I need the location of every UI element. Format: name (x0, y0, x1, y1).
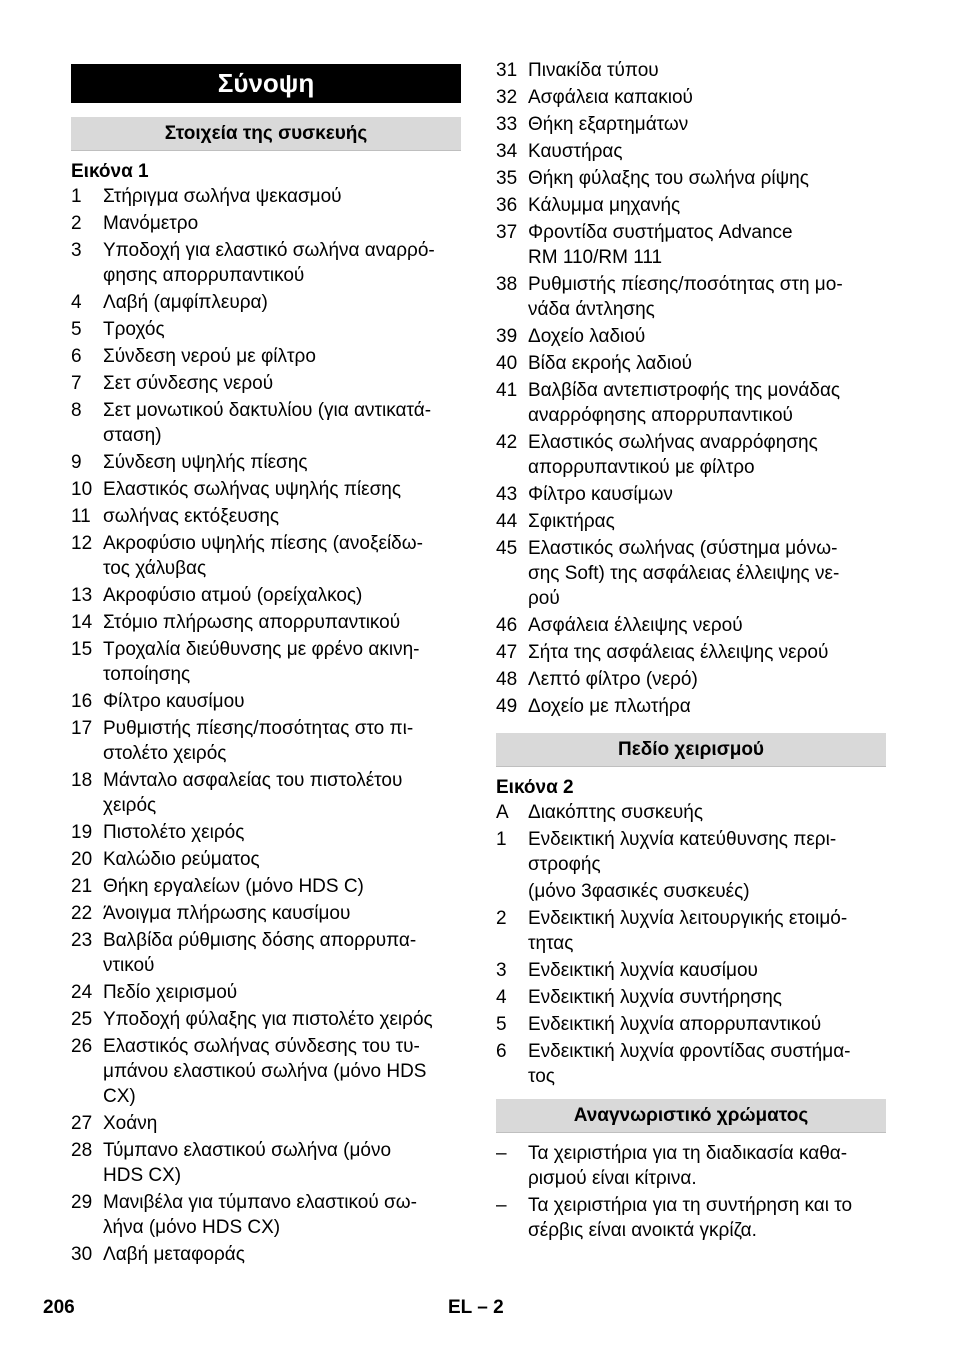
list-item-number: 34 (496, 141, 518, 162)
device-list-item (496, 139, 888, 164)
list-item-text: Τα χειριστήρια για τη διαδικασία καθα- ρισμού είναι κίτρινα. (528, 1143, 848, 1189)
list-item-number (496, 879, 528, 904)
list-item-text: Ενδεικτική λυχνία φροντίδας συστήμα- τος (528, 1041, 851, 1087)
device-list-item (71, 768, 463, 818)
footer-language (448, 1297, 504, 1319)
list-item-text: Τροχαλία διεύθυνσης με φρένο ακινη- τοποίησης (103, 639, 420, 685)
list-item-text: Διακόπτης συσκευής (528, 802, 704, 823)
list-item-number: 11 (71, 506, 91, 527)
list-item-text: Ρυθμιστής πίεσης/ποσότητας στο πι- στολέτο χειρός (103, 718, 414, 764)
list-item-number: 10 (71, 479, 93, 500)
control-list (496, 800, 888, 1091)
list-item-text: Ενδεικτική λυχνία απορρυπαντικού (528, 1014, 822, 1035)
list-item-text: Μανιβέλα για τύμπανο ελαστικού σω- λήνα (μόνο HDS CX) (103, 1192, 417, 1238)
list-item-number: – (496, 1195, 507, 1216)
section-heading-control-text: Πεδίο χειρισμού (618, 738, 764, 760)
list-item-text: Σετ μονωτικού δακτυλίου (για αντικατά- σταση) (103, 400, 432, 446)
list-item-number: 3 (71, 240, 82, 261)
list-item-text: Φίλτρο καυσίμων (528, 484, 673, 505)
list-item-number: 42 (496, 432, 518, 453)
list-item-number: 1 (496, 829, 507, 850)
list-item-number: 21 (71, 876, 93, 897)
list-item-text: Φροντίδα συστήματος Advance RM 110/RM 111 (528, 222, 793, 268)
device-list-item (496, 193, 888, 218)
list-item-text: Ελαστικός σωλήνας (σύστημα μόνω- σης Soft) της ασφάλειας έλλειψης νε- ρού (528, 538, 840, 609)
device-list-item (496, 112, 888, 137)
device-list-item (71, 504, 463, 529)
list-item-text: Ελαστικός σωλήνας σύνδεσης του τυ- μπάνου ελαστικού σωλήνα (μόνο HDS CX) (103, 1036, 427, 1107)
list-item-text: Βίδα εκροής λαδιού (528, 353, 693, 374)
device-list-item (71, 371, 463, 396)
list-item-text: Ελαστικός σωλήνας υψηλής πίεσης (103, 479, 402, 500)
device-list-item (496, 220, 888, 270)
list-item-number: 6 (71, 346, 82, 367)
color-list-item (496, 1141, 888, 1191)
list-item-number: 14 (71, 612, 93, 633)
device-list-item (71, 290, 463, 315)
list-item-number: 45 (496, 538, 518, 559)
device-list-item (71, 1034, 463, 1109)
list-item-text: Θήκη εξαρτημάτων (528, 114, 689, 135)
list-item-number: 13 (71, 585, 93, 606)
list-item-text: Υποδοχή για ελαστικό σωλήνα αναρρό- φησης απορρυπαντικού (103, 240, 435, 286)
list-item-number: 4 (71, 292, 82, 313)
device-list-item (496, 378, 888, 428)
color-list (496, 1141, 888, 1245)
list-item-number: 43 (496, 484, 518, 505)
list-item-number: 2 (71, 213, 82, 234)
control-list-item (496, 879, 888, 904)
list-item-text: σωλήνας εκτόξευσης (103, 506, 280, 527)
list-item-number: 47 (496, 642, 518, 663)
device-list-item (71, 1007, 463, 1032)
device-list-item (496, 640, 888, 665)
device-list-item (71, 344, 463, 369)
device-list-item (71, 398, 463, 448)
device-list-item (71, 477, 463, 502)
list-item-text: Ενδεικτική λυχνία κατεύθυνσης περι- στροφής (528, 829, 837, 875)
list-item-text: Καλώδιο ρεύματος (103, 849, 260, 870)
footer-sep: – (477, 1297, 488, 1318)
list-item-text: Σήτα της ασφάλειας έλλειψης νερού (528, 642, 829, 663)
list-item-number: 18 (71, 770, 93, 791)
list-item-text: (μόνο 3φασικές συσκευές) (528, 881, 750, 902)
section-heading-control (496, 733, 886, 767)
device-list-item (496, 85, 888, 110)
device-list-item (496, 613, 888, 638)
list-item-text: Λεπτό φίλτρο (νερό) (528, 669, 698, 690)
device-list-item (71, 1242, 463, 1267)
list-item-text: Στήριγμα σωλήνα ψεκασμού (103, 186, 342, 207)
list-item-number: 9 (71, 452, 82, 473)
list-item-number: 3 (496, 960, 507, 981)
list-item-number: 6 (496, 1041, 507, 1062)
device-list-item (71, 184, 463, 209)
device-list-item (71, 847, 463, 872)
list-item-number: 44 (496, 511, 518, 532)
list-item-number: 17 (71, 718, 93, 739)
list-item-text: Ακροφύσιο υψηλής πίεσης (ανοξείδω- τος χάλυβας (103, 533, 423, 579)
device-list-item (496, 351, 888, 376)
list-item-number: 12 (71, 533, 93, 554)
device-list-item (71, 1190, 463, 1240)
list-item-number: 5 (496, 1014, 507, 1035)
device-list-item (71, 980, 463, 1005)
list-item-number: 31 (496, 60, 518, 81)
control-list-item (496, 1039, 888, 1089)
list-item-text: Στόμιο πλήρωσης απορρυπαντικού (103, 612, 401, 633)
list-item-number: 5 (71, 319, 82, 340)
list-item-number: 30 (71, 1244, 93, 1265)
device-list-item (496, 272, 888, 322)
list-item-number: 27 (71, 1113, 93, 1134)
list-item-text: Δοχείο λαδιού (528, 326, 646, 347)
list-item-text: Υποδοχή φύλαξης για πιστολέτο χειρός (103, 1009, 433, 1030)
device-list-item (71, 689, 463, 714)
list-item-number: – (496, 1143, 507, 1164)
device-list-left (71, 184, 463, 1269)
list-item-number: 20 (71, 849, 93, 870)
section-heading-color-text: Αναγνωριστικό χρώματος (573, 1104, 809, 1126)
list-item-number: 15 (71, 639, 93, 660)
control-list-item (496, 800, 888, 825)
device-list-item (71, 901, 463, 926)
list-item-text: Άνοιγμα πλήρωσης καυσίμου (103, 903, 351, 924)
list-item-text: Ενδεικτική λυχνία καυσίμου (528, 960, 758, 981)
device-list-item (71, 1138, 463, 1188)
list-item-text: Σετ σύνδεσης νερού (103, 373, 274, 394)
device-list-item (71, 238, 463, 288)
device-list-item (496, 536, 888, 611)
list-item-number: 8 (71, 400, 82, 421)
device-list-item (496, 509, 888, 534)
section-heading-device-text: Στοιχεία της συσκευής (164, 122, 368, 144)
list-item-text: Λαβή μεταφοράς (103, 1244, 245, 1265)
list-item-number: 24 (71, 982, 93, 1003)
list-item-number: A (496, 802, 509, 823)
device-list-item (496, 694, 888, 719)
list-item-text: Καυστήρας (528, 141, 623, 162)
list-item-number: 2 (496, 908, 507, 929)
list-item-text: Σφικτήρας (528, 511, 615, 532)
list-item-number: 48 (496, 669, 518, 690)
device-list-item (71, 1111, 463, 1136)
list-item-text: Ασφάλεια έλλειψης νερού (528, 615, 743, 636)
list-item-text: Τροχός (103, 319, 165, 340)
list-item-number: 19 (71, 822, 93, 843)
list-item-number: 7 (71, 373, 82, 394)
figure-label-2: Εικόνα 2 (496, 777, 574, 798)
page-title: Σύνοψη (217, 68, 315, 98)
list-item-text: Τύμπανο ελαστικού σωλήνα (μόνο HDS CX) (103, 1140, 392, 1186)
control-list-item (496, 1012, 888, 1037)
list-item-text: Θήκη εργαλείων (μόνο HDS C) (103, 876, 364, 897)
list-item-text: Ενδεικτική λυχνία λειτουργικής ετοιμό- τητας (528, 908, 848, 954)
list-item-text: Μανόμετρο (103, 213, 199, 234)
list-item-text: Πιστολέτο χειρός (103, 822, 245, 843)
device-list-item (71, 874, 463, 899)
list-item-text: Ελαστικός σωλήνας αναρρόφησης απορρυπαντικού με φίλτρο (528, 432, 818, 478)
list-item-number: 16 (71, 691, 93, 712)
list-item-text: Ασφάλεια καπακιού (528, 87, 693, 108)
footer-subpage: 2 (493, 1297, 504, 1318)
list-item-number: 40 (496, 353, 518, 374)
list-item-text: Μάνταλο ασφαλείας του πιστολέτου χειρός (103, 770, 403, 816)
list-item-number: 36 (496, 195, 518, 216)
list-item-number: 38 (496, 274, 518, 295)
list-item-number: 25 (71, 1009, 93, 1030)
list-item-number: 35 (496, 168, 518, 189)
list-item-text: Ενδεικτική λυχνία συντήρησης (528, 987, 782, 1008)
section-heading-color (496, 1099, 886, 1133)
list-item-text: Σύνδεση υψηλής πίεσης (103, 452, 308, 473)
list-item-number: 23 (71, 930, 93, 951)
list-item-number: 28 (71, 1140, 93, 1161)
list-item-number: 1 (71, 186, 82, 207)
list-item-number: 32 (496, 87, 518, 108)
list-item-text: Θήκη φύλαξης του σωλήνα ρίψης (528, 168, 809, 189)
list-item-number: 41 (496, 380, 518, 401)
device-list-item (71, 211, 463, 236)
color-list-item (496, 1193, 888, 1243)
title-bar (71, 64, 461, 103)
device-list-item (71, 820, 463, 845)
list-item-number: 29 (71, 1192, 93, 1213)
device-list-item (71, 716, 463, 766)
list-item-text: Φίλτρο καυσίμου (103, 691, 245, 712)
device-list-item (71, 928, 463, 978)
control-list-item (496, 985, 888, 1010)
list-item-number: 33 (496, 114, 518, 135)
device-list-item (496, 58, 888, 83)
list-item-text: Βαλβίδα ρύθμισης δόσης απορρυπα- ντικού (103, 930, 417, 976)
list-item-text: Τα χειριστήρια για τη συντήρηση και το σέρβις είναι ανοικτά γκρίζα. (528, 1195, 853, 1241)
list-item-number: 39 (496, 326, 518, 347)
list-item-text: Σύνδεση νερού με φίλτρο (103, 346, 316, 367)
control-list-item (496, 958, 888, 983)
device-list-item (71, 317, 463, 342)
list-item-number: 22 (71, 903, 93, 924)
device-list-item (71, 531, 463, 581)
device-list-item (496, 667, 888, 692)
device-list-item (496, 324, 888, 349)
list-item-number: 46 (496, 615, 518, 636)
device-list-item (71, 637, 463, 687)
list-item-text: Χοάνη (103, 1113, 158, 1134)
device-list-item (496, 166, 888, 191)
list-item-text: Πεδίο χειρισμού (103, 982, 238, 1003)
control-list-item (496, 827, 888, 877)
section-heading-device (71, 117, 461, 151)
device-list-item (71, 583, 463, 608)
figure-label-1: Εικόνα 1 (71, 161, 149, 182)
list-item-text: Πινακίδα τύπου (528, 60, 659, 81)
list-item-number: 4 (496, 987, 507, 1008)
list-item-text: Ρυθμιστής πίεσης/ποσότητας στη μο- νάδα άντλησης (528, 274, 843, 320)
list-item-text: Κάλυμμα μηχανής (528, 195, 681, 216)
device-list-right (496, 58, 888, 721)
device-list-item (71, 450, 463, 475)
control-list-item (496, 906, 888, 956)
device-list-item (496, 482, 888, 507)
list-item-number: 26 (71, 1036, 93, 1057)
device-list-item (71, 610, 463, 635)
list-item-number: 49 (496, 696, 518, 717)
list-item-text: Λαβή (αμφίπλευρα) (103, 292, 268, 313)
footer-lang: EL (448, 1297, 472, 1318)
list-item-text: Δοχείο με πλωτήρα (528, 696, 691, 717)
device-list-item (496, 430, 888, 480)
list-item-number: 37 (496, 222, 518, 243)
list-item-text: Ακροφύσιο ατμού (ορείχαλκος) (103, 585, 363, 606)
footer-page-number: 206 (43, 1297, 75, 1318)
list-item-text: Βαλβίδα αντεπιστροφής της μονάδας αναρρόφησης απορρυπαντικού (528, 380, 841, 426)
